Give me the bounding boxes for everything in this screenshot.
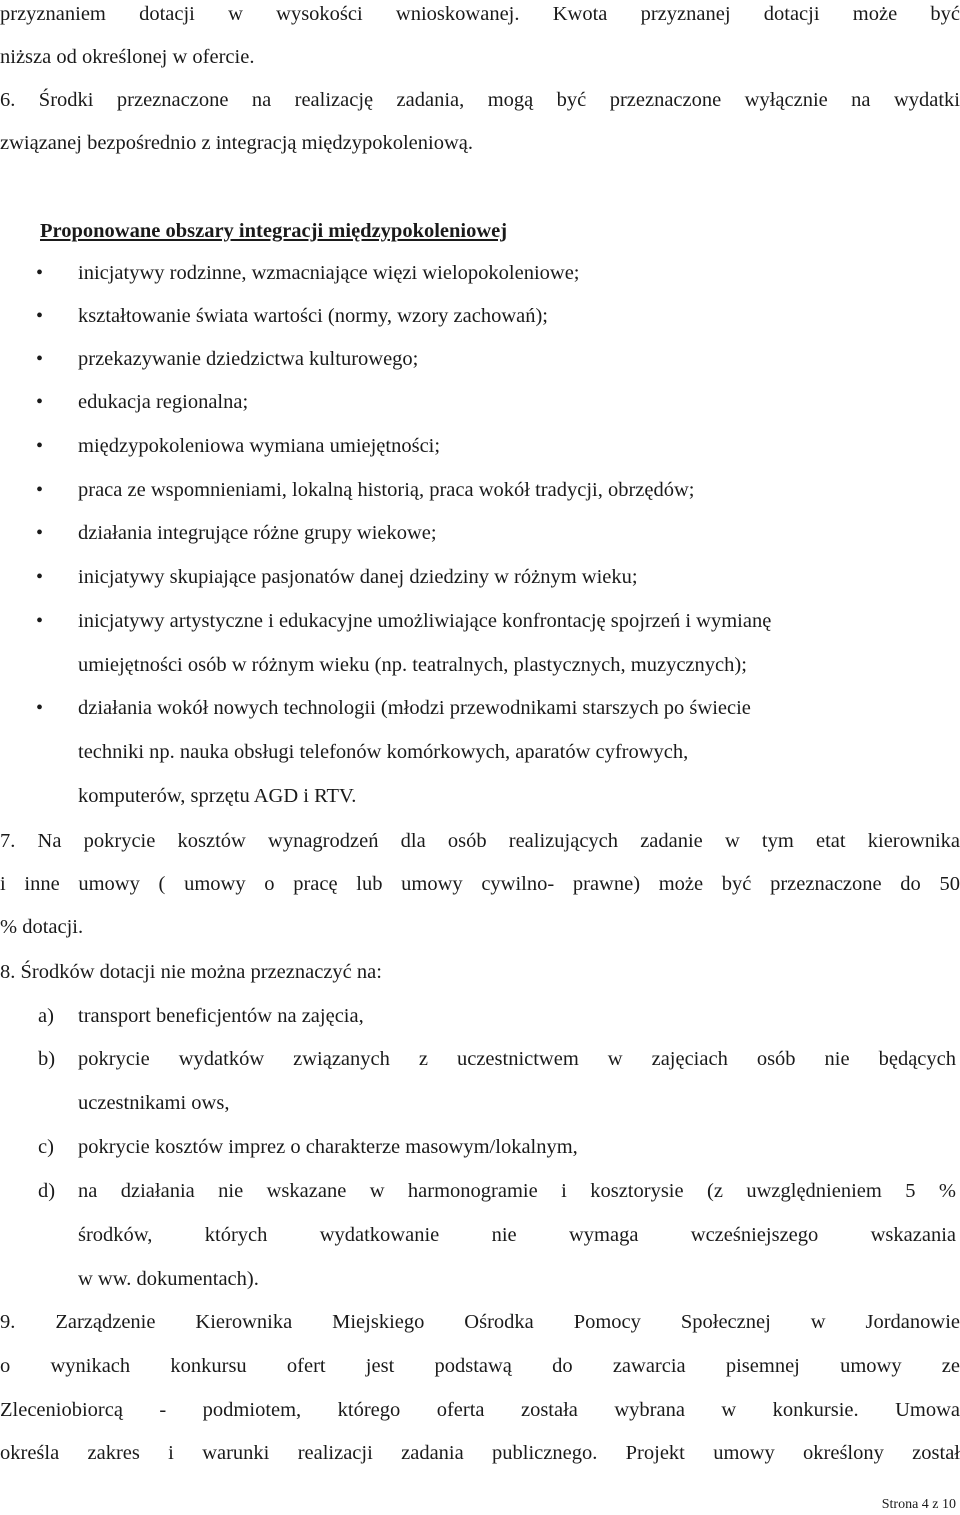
list-item-text: transport beneficjentów na zajęcia, bbox=[78, 1005, 364, 1027]
bullet-icon: • bbox=[36, 697, 44, 719]
text-line: 7. Na pokrycie kosztów wynagrodzeń dla osób realizujących zadanie w tym etat kierownika bbox=[0, 830, 960, 852]
bullet-icon: • bbox=[36, 610, 44, 632]
list-intro: 8. Środków dotacji nie można przeznaczyć na: bbox=[0, 961, 382, 983]
bullet-icon: • bbox=[36, 348, 44, 370]
bullet-icon: • bbox=[36, 479, 44, 501]
text-line: określa zakres i warunki realizacji zadania publicznego. Projekt umowy określony został bbox=[0, 1442, 960, 1464]
list-item-text: w ww. dokumentach). bbox=[78, 1268, 259, 1290]
bullet-icon: • bbox=[36, 435, 44, 457]
list-item-text: środków, których wydatkowanie nie wymaga wcześniejszego wskazania bbox=[78, 1224, 956, 1246]
list-item-text: na działania nie wskazane w harmonogramie i kosztorysie (z uwzględnieniem 5 % bbox=[78, 1180, 956, 1202]
list-item-label: b) bbox=[38, 1048, 56, 1070]
bullet-text: inicjatywy rodzinne, wzmacniające więzi wielopokoleniowe; bbox=[78, 262, 580, 284]
text-line: 6. Środki przeznaczone na realizację zadania, mogą być przeznaczone wyłącznie na wydatki bbox=[0, 89, 960, 111]
page-number: Strona 4 z 10 bbox=[881, 1497, 956, 1512]
text-line: przyznaniem dotacji w wysokości wnioskowanej. Kwota przyznanej dotacji może być bbox=[0, 3, 960, 25]
bullet-text: działania wokół nowych technologii (młodzi przewodnikami starszych po świecie bbox=[78, 697, 751, 719]
bullet-text: międzypokoleniowa wymiana umiejętności; bbox=[78, 435, 441, 457]
bullet-text: inicjatywy skupiające pasjonatów danej dziedziny w różnym wieku; bbox=[78, 566, 638, 588]
list-item-text: pokrycie kosztów imprez o charakterze masowym/lokalnym, bbox=[78, 1136, 578, 1158]
text-line: o wynikach konkursu ofert jest podstawą do zawarcia pisemnej umowy ze bbox=[0, 1355, 960, 1377]
text-line: i inne umowy ( umowy o pracę lub umowy cywilno- prawne) może być przeznaczone do 50 bbox=[0, 873, 960, 895]
text-line: związanej bezpośrednio z integracją międzypokoleniową. bbox=[0, 132, 474, 154]
section-heading: Proponowane obszary integracji międzypokoleniowej bbox=[40, 220, 508, 242]
bullet-text: inicjatywy artystyczne i edukacyjne umożliwiające konfrontację spojrzeń i wymianę bbox=[78, 610, 772, 632]
list-item-text: pokrycie wydatków związanych z uczestnictwem w zajęciach osób nie będących bbox=[78, 1048, 956, 1070]
text-line: 9. Zarządzenie Kierownika Miejskiego Ośrodka Pomocy Społecznej w Jordanowie bbox=[0, 1311, 960, 1333]
bullet-text: edukacja regionalna; bbox=[78, 391, 249, 413]
bullet-text: umiejętności osób w różnym wieku (np. teatralnych, plastycznych, muzycznych); bbox=[78, 654, 747, 676]
bullet-text: praca ze wspomnieniami, lokalną historią, praca wokół tradycji, obrzędów; bbox=[78, 479, 695, 501]
text-line: % dotacji. bbox=[0, 916, 84, 938]
list-item-label: d) bbox=[38, 1180, 56, 1202]
bullet-icon: • bbox=[36, 391, 44, 413]
bullet-icon: • bbox=[36, 522, 44, 544]
list-item-label: c) bbox=[38, 1136, 54, 1158]
bullet-icon: • bbox=[36, 566, 44, 588]
text-line: niższa od określonej w ofercie. bbox=[0, 46, 255, 68]
bullet-text: techniki np. nauka obsługi telefonów komórkowych, aparatów cyfrowych, bbox=[78, 741, 689, 763]
bullet-icon: • bbox=[36, 305, 44, 327]
text-line: Zleceniobiorcą - podmiotem, którego oferta została wybrana w konkursie. Umowa bbox=[0, 1399, 960, 1421]
bullet-icon: • bbox=[36, 262, 44, 284]
list-item-label: a) bbox=[38, 1005, 54, 1027]
bullet-text: kształtowanie świata wartości (normy, wzory zachowań); bbox=[78, 305, 548, 327]
list-item-text: uczestnikami ows, bbox=[78, 1092, 230, 1114]
bullet-text: przekazywanie dziedzictwa kulturowego; bbox=[78, 348, 419, 370]
bullet-text: działania integrujące różne grupy wiekowe; bbox=[78, 522, 437, 544]
bullet-text: komputerów, sprzętu AGD i RTV. bbox=[78, 785, 357, 807]
